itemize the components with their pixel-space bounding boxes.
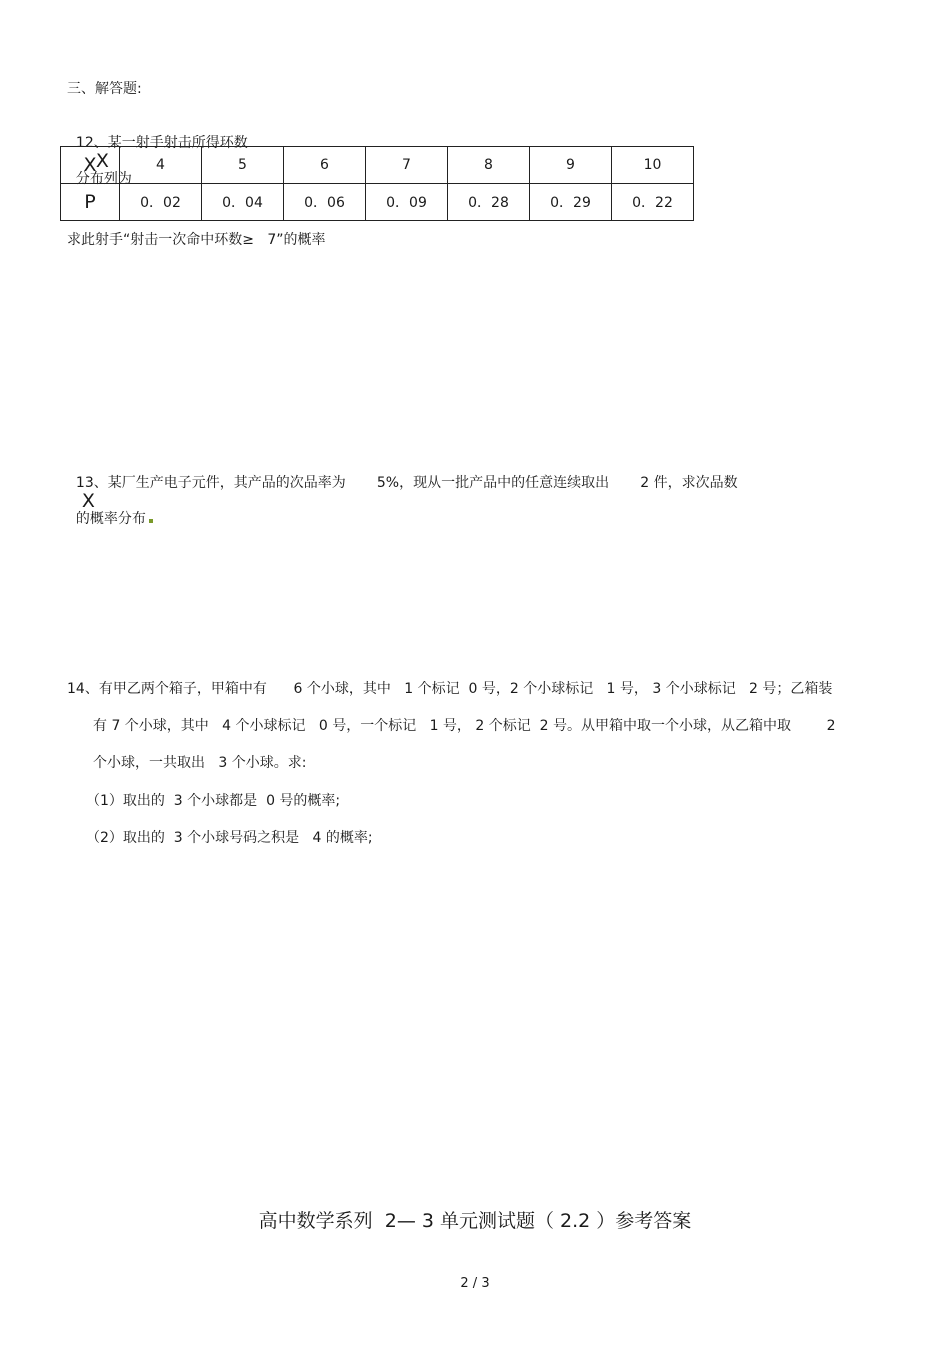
question-14-part-1: （1）取出的 3 个小球都是 0 号的概率; xyxy=(86,793,341,809)
question-13-prefix: 13、某厂生产电子元件，其产品的次品率为 5%，现从一批产品中的任意连续取出 2 件，求次品数 xyxy=(75,475,738,491)
section-heading: 三、解答题: xyxy=(67,81,142,97)
x-value-cell: 6 xyxy=(284,147,366,184)
x-value-cell: 5 xyxy=(202,147,284,184)
p-value-cell: 0．09 xyxy=(366,184,448,221)
p-value-cell: 0．29 xyxy=(530,184,612,221)
question-13-text xyxy=(67,456,738,528)
question-14-line-3: 个小球，一共取出 3 个小球。求: xyxy=(93,755,307,771)
p-value-cell: 0．02 xyxy=(120,184,202,221)
x-row-header: X xyxy=(61,147,120,184)
p-row-header: P xyxy=(61,184,120,221)
end-marker-icon xyxy=(149,519,153,523)
p-value-cell: 0．22 xyxy=(612,184,694,221)
question-14-line-2: 有 7 个小球，其中 4 个小球标记 0 号，一个标记 1 号， 2 个标记 2 号。从甲箱中取一个小球，从乙箱中取 2 xyxy=(93,718,836,734)
table-row-p xyxy=(61,184,694,221)
x-value-cell: 8 xyxy=(448,147,530,184)
question-14-part-2: （2）取出的 3 个小球号码之积是 4 的概率; xyxy=(86,830,373,846)
answer-section-title: 高中数学系列 2— 3 单元测试题（ 2.2 ）参考答案 xyxy=(258,1210,692,1232)
p-value-cell: 0．06 xyxy=(284,184,366,221)
p-value-cell: 0．04 xyxy=(202,184,284,221)
x-value-cell: 7 xyxy=(366,147,448,184)
question-12-ask: 求此射手“射击一次命中环数≥ 7”的概率 xyxy=(67,232,326,248)
question-12-variable: X xyxy=(95,150,109,172)
p-value-cell: 0．28 xyxy=(448,184,530,221)
page-indicator: 2 / 3 xyxy=(460,1276,490,1291)
question-12-prefix: 12、某一射手射击所得环数 xyxy=(75,135,248,151)
question-13-variable: X xyxy=(81,490,95,512)
question-14-line-1: 14、有甲乙两个箱子，甲箱中有 6 个小球，其中 1 个标记 0 号，2 个小球标记 1 号， 3 个小球标记 2 号；乙箱装 xyxy=(67,681,833,697)
x-value-cell: 10 xyxy=(612,147,694,184)
x-value-cell: 9 xyxy=(530,147,612,184)
question-12-suffix: 分布列为 xyxy=(75,171,132,187)
question-13-suffix: 的概率分布 xyxy=(75,511,146,527)
table-row-x xyxy=(61,147,694,184)
x-value-cell: 4 xyxy=(120,147,202,184)
distribution-table xyxy=(60,146,694,221)
